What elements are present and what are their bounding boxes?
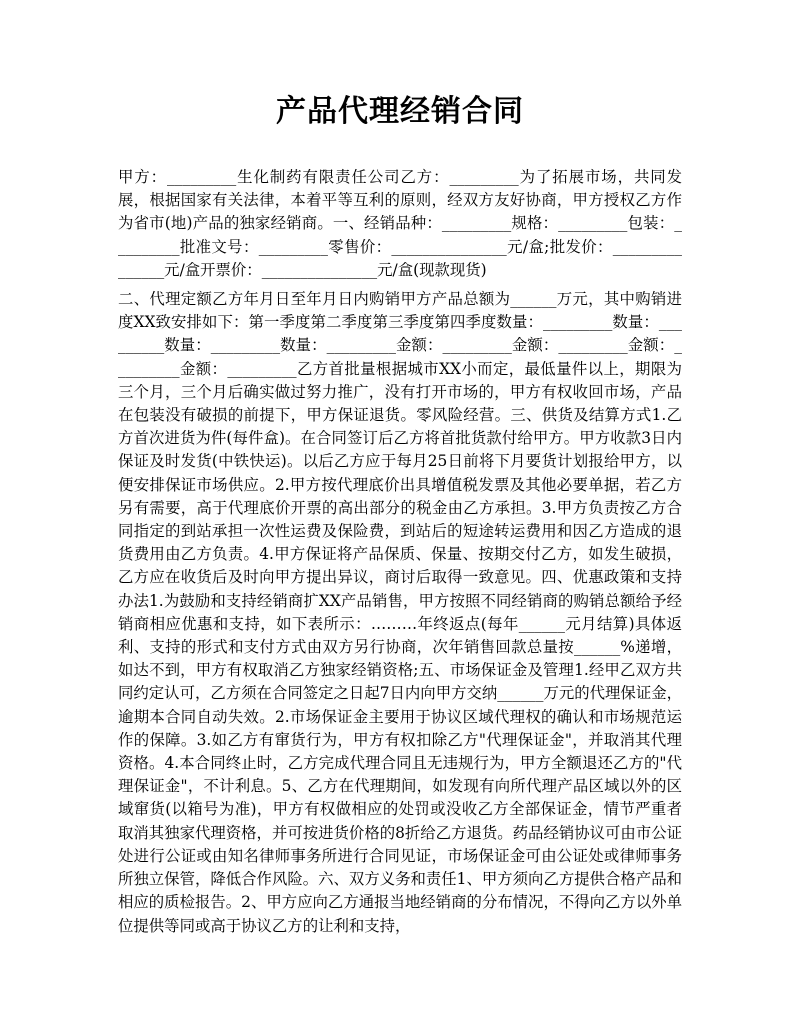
paragraph-2: 二、代理定额乙方年月日至年月日内购销甲方产品总额为______万元，其中购销进度XX致安排如下：第一季度第二季度第三季度第四季度数量：_________数量：_________数量：_________数量：_________金额：_________金额：_________金额：_________金额：_________乙方首批量根据城市XX小而定，最低量件以上，期限为三个月，三个月后确实做过努力推广，没有打开市场的，甲方有权收回市场，产品在包装没有破损的前提下，甲方保证退货。零风险经营。三、供货及结算方式1.乙方首次进货为件(每件盒)。在合同签订后乙方将首批货款付给甲方。甲方收款3日内保证及时发货(中铁快运)。以后乙方应于每月25日前将下月要货计划报给甲方，以便安排保证市场供应。2.甲方按代理底价出具增值税发票及其他必要单据，若乙方另有需要，高于代理底价开票的高出部分的税金由乙方承担。3.甲方负责按乙方合同指定的到站承担一次性运费及保险费，到站后的短途转运费用和因乙方造成的退货费用由乙方负责。4.甲方保证将产品保质、保量、按期交付乙方，如发生破损，乙方应在收货后及时向甲方提出异议，商讨后取得一致意见。四、优惠政策和支持办法1.为鼓励和支持经销商扩XX产品销售，甲方按照不同经销商的购销总额给予经销商相应优惠和支持，如下表所示：………年终返点(每年______元月结算)具体返利、支持的形式和支付方式由双方另行协商，次年销售回款总量按______%递增，如达不到，甲方有权取消乙方独家经销资格;五、市场保证金及管理1.经甲乙双方共同约定认可，乙方须在合同签定之日起7日内向甲方交纳______万元的代理保证金，逾期本合同自动失效。2.市场保证金主要用于协议区域代理权的确认和市场规范运作的保障。3.如乙方有窜货行为，甲方有权扣除乙方"代理保证金"，并取消其代理资格。4.本合同终止时，乙方完成代理合同且无违规行为，甲方全额退还乙方的"代理保证金"，不计利息。5、乙方在代理期间，如发现有向所代理产品区域以外的区域窜货(以箱号为准)，甲方有权做相应的处罚或没收乙方全部保证金，情节严重者取消其独家代理资格，并可按进货价格的8折给乙方退货。药品经销协议可由市公证处进行公证或由知名律师事务所进行合同见证，市场保证金可由公证处或律师事务所独立保管，降低合作风险。六、双方义务和责任1、甲方须向乙方提供合格产品和相应的质检报告。2、甲方应向乙方通报当地经销商的分布情况，不得向乙方以外单位提供等同或高于协议乙方的让利和支持， (118, 290, 682, 935)
paragraph-1: 甲方：_________生化制药有限责任公司乙方：_________为了拓展市场，共同发展，根据国家有关法律，本着平等互利的原则，经双方友好协商，甲方授权乙方作为省市(地)产品的独家经销商。一、经销品种：_________规格：_________包装：_________批准文号：_________零售价：_______________元/盒;批发价：_______________元/盒开票价：_______________元/盒(现款现货) (118, 168, 682, 279)
document-title: 产品代理经销合同 (276, 94, 524, 129)
